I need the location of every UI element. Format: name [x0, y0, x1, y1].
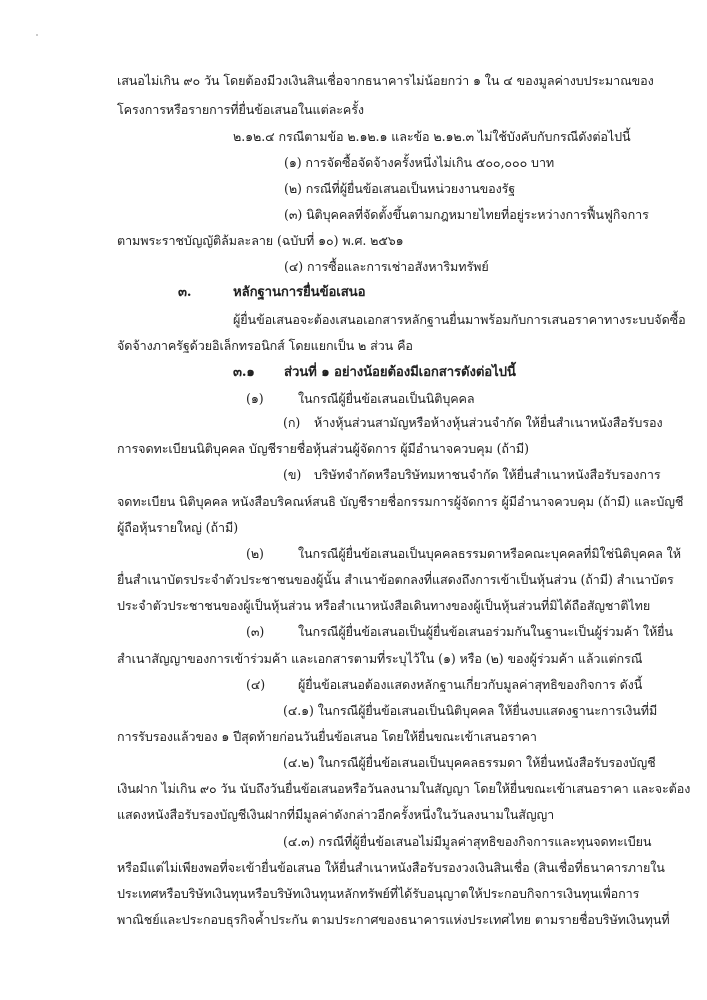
paragraph-line: สำเนาสัญญาของการเข้าร่วมค้า และเอกสารตามที่ระบุไว้ใน (๑) หรือ (๒) ของผู้ร่วมค้า แล้วแต่กรณี	[117, 651, 643, 666]
item-text: ในกรณีผู้ยื่นข้อเสนอเป็นผู้ยื่นข้อเสนอร่วมกันในฐานะเป็นผู้ร่วมค้า ให้ยื่น	[298, 624, 673, 639]
subsection-heading: ส่วนที่ ๑ อย่างน้อยต้องมีเอกสารดังต่อไปนี้	[284, 365, 516, 380]
subsection-number: ๓.๑	[233, 365, 255, 380]
item-number: (ข)	[283, 467, 302, 482]
item-number: (๓)	[246, 624, 265, 639]
sub-item: (๔.๒) ในกรณีผู้ยื่นข้อเสนอเป็นบุคคลธรรมดา ให้ยื่นหนังสือรับรองบัญชี	[283, 755, 656, 770]
item-number: (๒)	[246, 546, 264, 561]
list-item: (๓) นิติบุคคลที่จัดตั้งขึ้นตามกฎหมายไทยที่อยู่ระหว่างการฟื้นฟูกิจการ	[284, 207, 649, 222]
section-number: ๓.	[178, 285, 192, 300]
paragraph-line: เงินฝาก ไม่เกิน ๙๐ วัน นับถึงวันยื่นข้อเสนอหรือวันลงนามในสัญญา โดยให้ยื่นขณะเข้าเสนอราคา และจะต้อง	[117, 781, 691, 796]
item-text: ห้างหุ้นส่วนสามัญหรือห้างหุ้นส่วนจำกัด ให้ยื่นสำเนาหนังสือรับรอง	[314, 415, 663, 430]
item-number: (๑)	[246, 391, 264, 406]
paragraph-line: ผู้ยื่นข้อเสนอจะต้องเสนอเอกสารหลักฐานยื่นมาพร้อมกับการเสนอราคาทางระบบจัดซื้อ	[233, 312, 686, 327]
paragraph-line: ตามพระราชบัญญัติล้มละลาย (ฉบับที่ ๑๐) พ.ศ. ๒๕๖๑	[117, 233, 404, 248]
item-text: ในกรณีผู้ยื่นข้อเสนอเป็นนิติบุคคล	[298, 391, 475, 406]
sub-item: (๔.๑) ในกรณีผู้ยื่นข้อเสนอเป็นนิติบุคคล ให้ยื่นงบแสดงฐานะการเงินที่มี	[283, 703, 658, 718]
paragraph-line: ผู้ถือหุ้นรายใหญ่ (ถ้ามี)	[117, 520, 239, 535]
paragraph-line: จัดจ้างภาครัฐด้วยอิเล็กทรอนิกส์ โดยแยกเป็น ๒ ส่วน คือ	[117, 338, 413, 353]
paragraph-line: พาณิชย์และประกอบธุรกิจค้ำประกัน ตามประกาศของธนาคารแห่งประเทศไทย ตามรายชื่อบริษัทเงินทุนที่	[117, 912, 670, 927]
item-text: ในกรณีผู้ยื่นข้อเสนอเป็นบุคคลธรรมดาหรือคณะบุคคลที่มิใช่นิติบุคคล ให้	[298, 546, 681, 561]
item-text: ผู้ยื่นข้อเสนอต้องแสดงหลักฐานเกี่ยวกับมูลค่าสุทธิของกิจการ ดังนี้	[298, 677, 643, 692]
item-text: บริษัทจำกัดหรือบริษัทมหาชนจำกัด ให้ยื่นสำเนาหนังสือรับรองการ	[314, 467, 661, 482]
list-item: (๔) การซื้อและการเช่าอสังหาริมทรัพย์	[284, 259, 489, 274]
paragraph-line: ประเทศหรือบริษัทเงินทุนหรือบริษัทเงินทุนหลักทรัพย์ที่ได้รับอนุญาตให้ประกอบกิจการเงินทุนเพื่อการ	[117, 886, 640, 901]
paragraph-line: จดทะเบียน นิติบุคคล หนังสือบริคณห์สนธิ บัญชีรายชื่อกรรมการผู้จัดการ ผู้มีอำนาจควบคุม (ถ้ามี) และบัญชี	[117, 494, 684, 509]
paragraph-line: ประจำตัวประชาชนของผู้เป็นหุ้นส่วน หรือสำเนาหนังสือเดินทางของผู้เป็นหุ้นส่วนที่มิได้ถือสัญชาติไทย	[117, 598, 651, 613]
section-heading: หลักฐานการยื่นข้อเสนอ	[233, 285, 366, 300]
item-number: (๔)	[246, 677, 266, 692]
paragraph-line: แสดงหนังสือรับรองบัญชีเงินฝากที่มีมูลค่าดังกล่าวอีกครั้งหนึ่งในวันลงนามในสัญญา	[117, 807, 555, 822]
paragraph-line: หรือมีแต่ไม่เพียงพอที่จะเข้ายื่นข้อเสนอ ให้ยื่นสำเนาหนังสือรับรองวงเงินสินเชื่อ (สินเชื่อที่ธนาคารภายใน	[117, 860, 665, 875]
paragraph-line: เสนอไม่เกิน ๙๐ วัน โดยต้องมีวงเงินสินเชื่อจากธนาคารไม่น้อยกว่า ๑ ใน ๔ ของมูลค่างบประมาณของ	[117, 73, 654, 88]
paragraph-line: การรับรองแล้วของ ๑ ปีสุดท้ายก่อนวันยื่นข้อเสนอ โดยให้ยื่นขณะเข้าเสนอราคา	[117, 729, 537, 744]
list-item: (๒) กรณีที่ผู้ยื่นข้อเสนอเป็นหน่วยงานของรัฐ	[284, 181, 516, 196]
scan-artifact	[36, 34, 38, 36]
list-item: (๑) การจัดซื้อจัดจ้างครั้งหนึ่งไม่เกิน ๕๐๐,๐๐๐ บาท	[284, 155, 555, 170]
item-number: (ก)	[283, 415, 301, 430]
paragraph-line: ยื่นสำเนาบัตรประจำตัวประชาชนของผู้นั้น สำเนาข้อตกลงที่แสดงถึงการเข้าเป็นหุ้นส่วน (ถ้ามี) สำเนาบัตร	[117, 572, 674, 587]
sub-item: (๔.๓) กรณีที่ผู้ยื่นข้อเสนอไม่มีมูลค่าสุทธิของกิจการและทุนจดทะเบียน	[283, 834, 652, 849]
paragraph-line: การจดทะเบียนนิติบุคคล บัญชีรายชื่อหุ้นส่วนผู้จัดการ ผู้มีอำนาจควบคุม (ถ้ามี)	[117, 441, 529, 456]
paragraph-line: โครงการหรือรายการที่ยื่นข้อเสนอในแต่ละครั้ง	[117, 102, 364, 117]
clause-2-12-4: ๒.๑๒.๔ กรณีตามข้อ ๒.๑๒.๑ และข้อ ๒.๑๒.๓ ไม่ใช้บังคับกับกรณีดังต่อไปนี้	[233, 129, 631, 144]
